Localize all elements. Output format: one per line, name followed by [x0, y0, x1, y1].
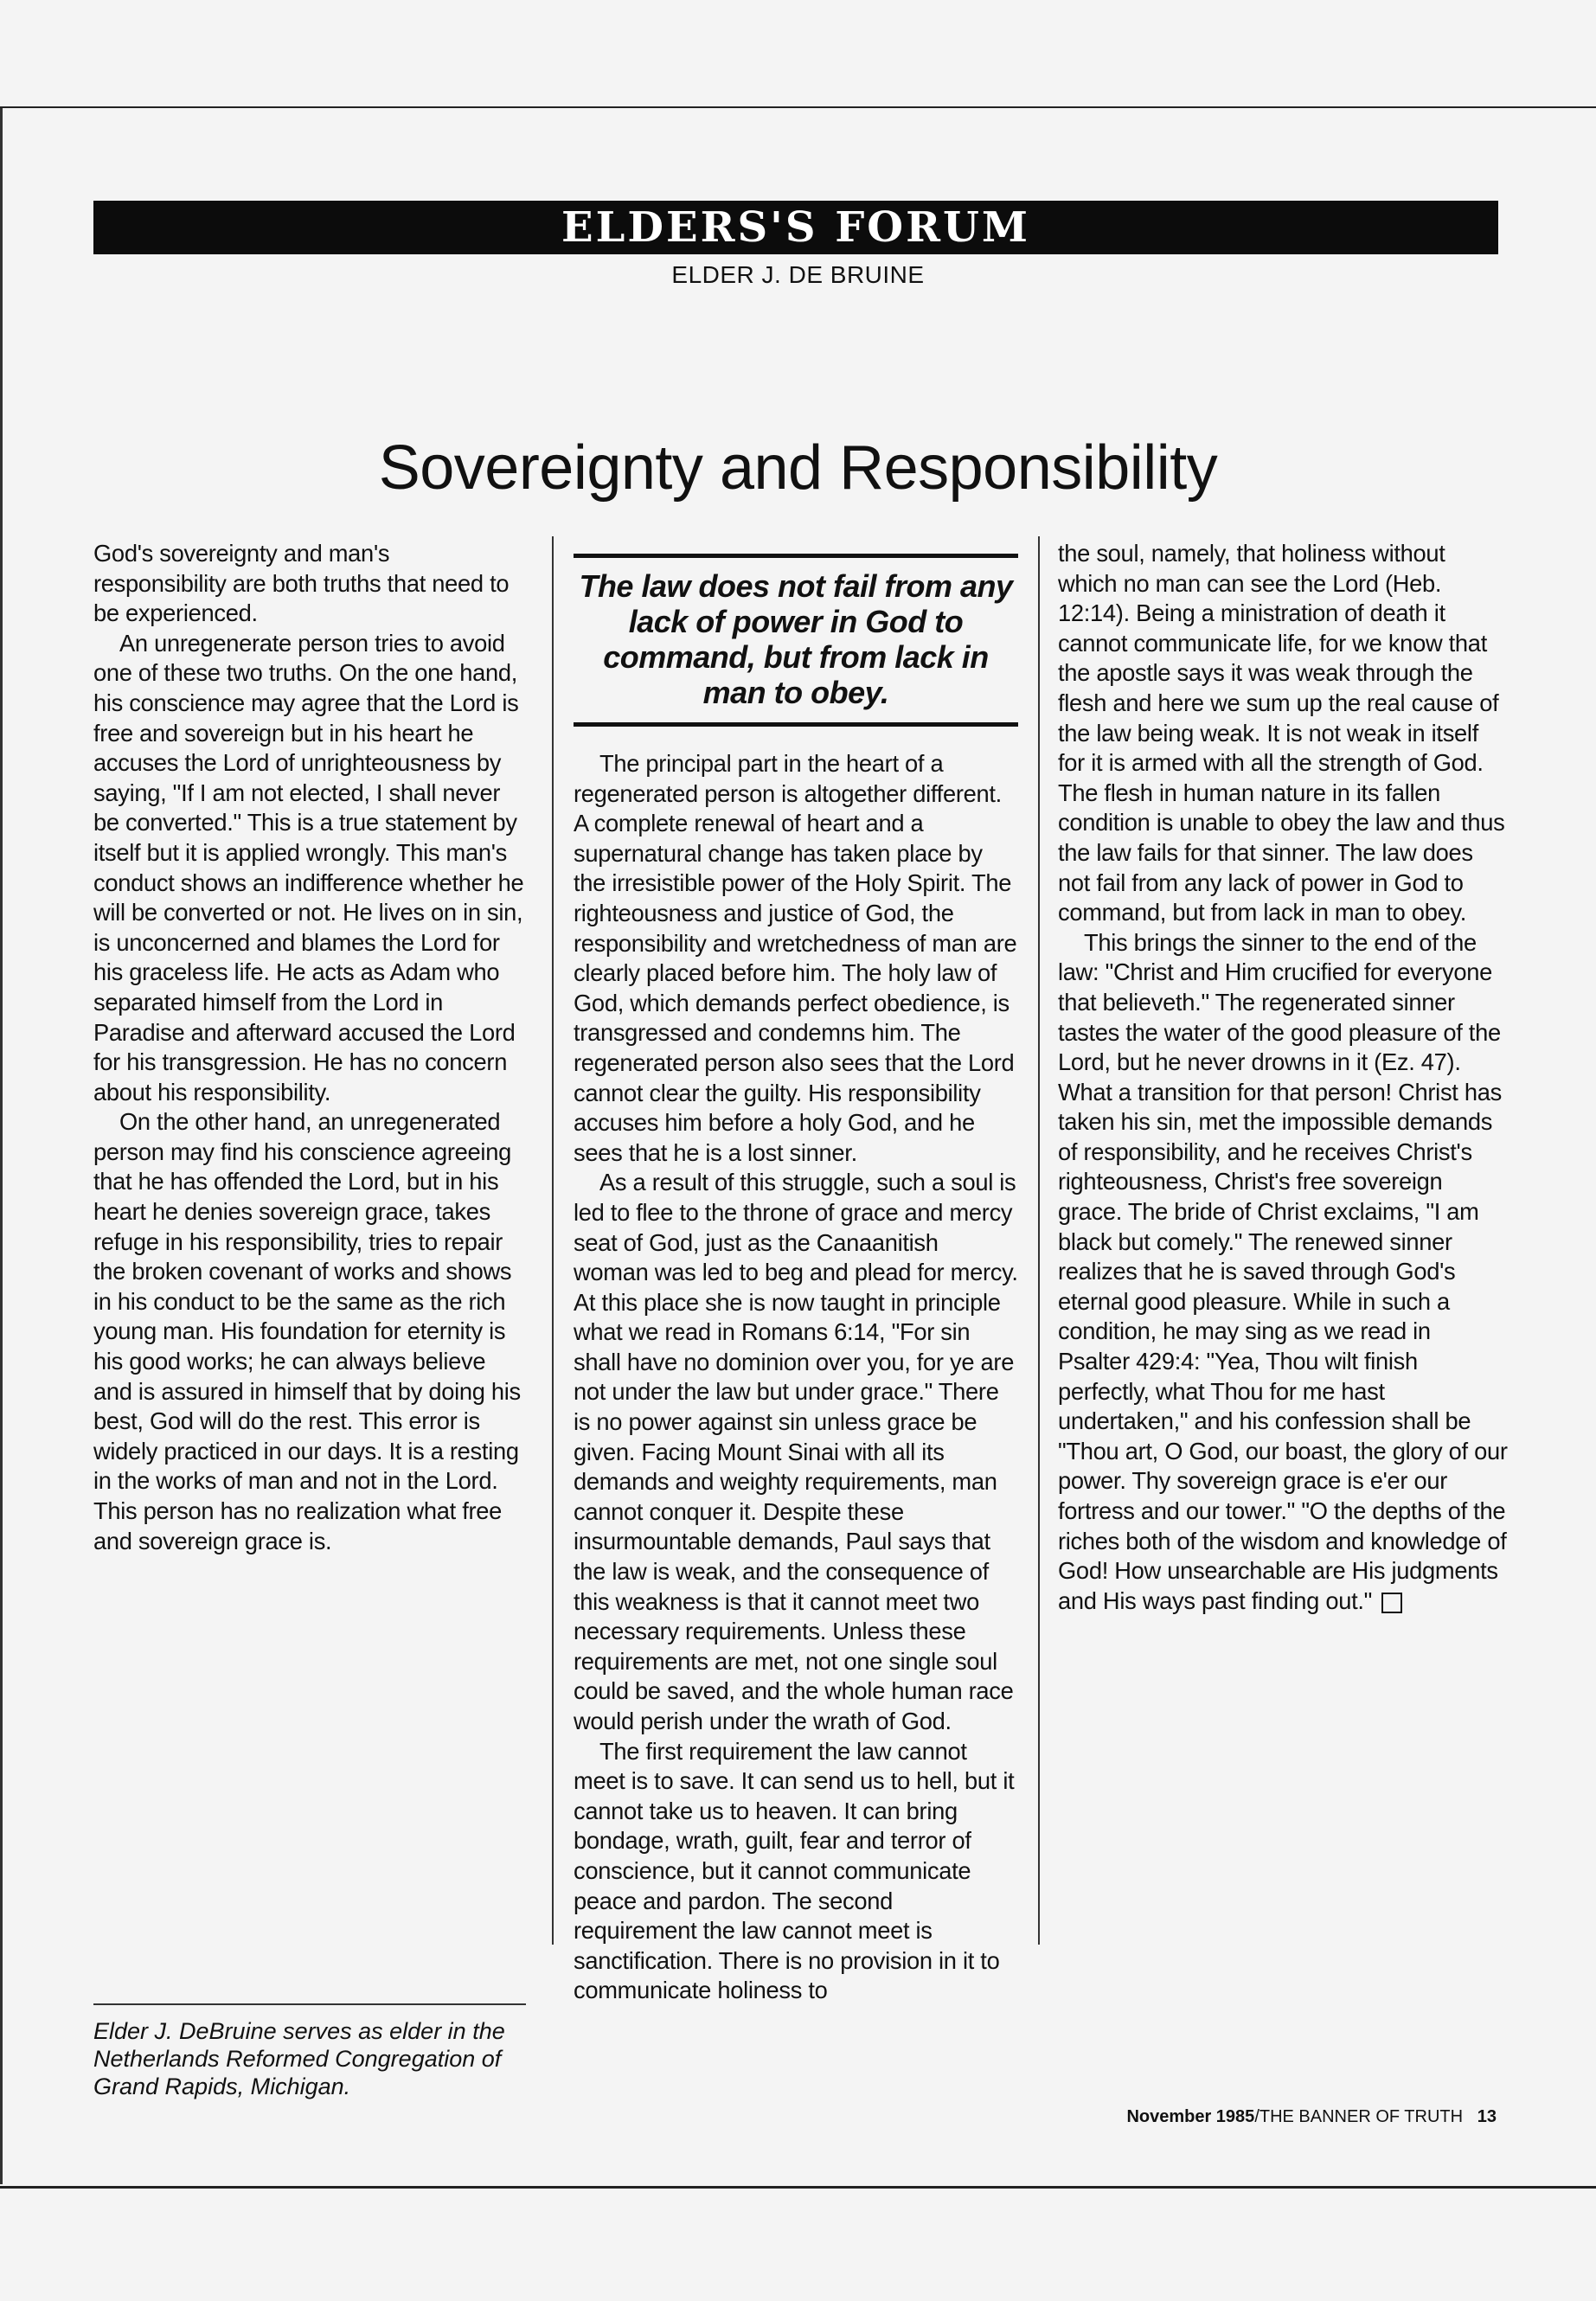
- section-title: ELDERS'S FORUM: [561, 203, 1030, 252]
- author-note: Elder J. DeBruine serves as elder in the Netherlands Reformed Congregation of Grand Rapids, Michigan.: [93, 2003, 526, 2100]
- paragraph: God's sovereignty and man's responsibility are both truths that need to be experienced.: [93, 540, 510, 627]
- page-edge: [0, 108, 3, 2184]
- bottom-rule: [0, 2186, 1596, 2189]
- paragraph: the soul, namely, that holiness without which no man can see the Lord (Heb. 12:14). Being a ministration of death it cannot communicate life, for we know that the apostle says it was weak through the flesh and here we sum up the real cause of the law being weak. It is not weak in itself for it is armed with all the strength of God. The flesh in human nature in its fallen condition is unable to obey the law and thus the law fails for that sinner. The law does not fail from any lack of power in God to command, but from lack in man to obey.: [1058, 540, 1505, 926]
- paragraph: An unregenerate person tries to avoid one of these two truths. On the one hand, his conscience may agree that the Lord is free and sovereign but in his heart he accuses the Lord of unrighteousness by saying, "If I am not elected, I shall never be converted." This is a true statement by itself but it is applied wrongly. This man's conduct shows an indifference whether he will be converted or not. He lives on in sin, is unconcerned and blames the Lord for his graceless life. He acts as Adam who separated himself from the Lord in Paradise and afterward accused the Lord for his transgression. He has no concern about his responsibility.: [93, 629, 524, 1106]
- end-mark-icon: [1381, 1593, 1402, 1613]
- column-divider: [1038, 536, 1040, 1945]
- top-rule: [0, 106, 1596, 108]
- article-title: Sovereignty and Responsibility: [378, 433, 1218, 503]
- article-column-3: [1058, 539, 1508, 1616]
- article-column-1: [93, 539, 526, 1556]
- paragraph: The first requirement the law cannot meet is to save. It can send us to hell, but it cannot take us to heaven. It can bring bondage, wrath, guilt, fear and terror of conscience, but it cannot communicate peace and pardon. The second requirement the law cannot meet is sanctification. There is no provision in it to communicate holiness to: [574, 1737, 1015, 2004]
- paragraph: As a result of this struggle, such a soul is led to flee to the throne of grace and mercy seat of God, just as the Canaanitish woman was led to beg and plead for mercy. At this place she is now taught in principle what we read in Romans 6:14, "For sin shall have no dominion over you, for ye are not under the law but under grace." There is no power against sin unless grace be given. Facing Mount Sinai with all its demands and weighty requirements, man cannot conquer it. Despite these insurmountable demands, Paul says that the law is weak, and the consequence of this weakness is that it cannot meet two necessary requirements. Unless these requirements are met, not one single soul could be saved, and the whole human race would perish under the wrath of God.: [574, 1169, 1018, 1734]
- paragraph-text: This brings the sinner to the end of the law: "Christ and Him crucified for everyone that believeth." The regenerated sinner tastes the water of the good pleasure of the Lord, but he never drowns in it (Ez. 47). What a transition for that person! Christ has taken his sin, met the impossible demands of responsibility, and he receives Christ's righteousness, Christ's free sovereign grace. The bride of Christ exclaims, "I am black but comely." The renewed sinner realizes that he is saved through God's eternal good pleasure. While in such a condition, he may sing as we read in Psalter 429:4: "Yea, Thou wilt finish perfectly, what Thou for me hast undertaken," and his confession shall be "Thou art, O God, our boast, the glory of our power. Thy sovereign grace is e'er our fortress and our tower." "O the depths of the riches both of the wisdom and knowledge of God! How unsearchable are His judgments and His ways past finding out.": [1058, 928, 1508, 1614]
- publication-name: /THE BANNER OF TRUTH: [1254, 2107, 1464, 2126]
- article-column-2: [574, 749, 1018, 2006]
- page-number: 13: [1477, 2107, 1497, 2126]
- paragraph: [1058, 928, 1508, 1617]
- column-divider: [552, 536, 554, 1945]
- byline: ELDER J. DE BRUINE: [671, 261, 925, 288]
- pull-quote: The law does not fail from any lack of power in God to command, but from lack in man to obey.: [574, 554, 1018, 727]
- issue-date: November 1985: [1126, 2107, 1255, 2126]
- paragraph: On the other hand, an unregenerated person may find his conscience agreeing that he has offended the Lord, but in his heart he denies sovereign grace, takes refuge in his responsibility, tries to repair the broken covenant of works and shows in his conduct to be the same as the rich young man. His foundation for eternity is his good works; he can always believe and is assured in himself that by doing his best, God will do the rest. This error is widely practiced in our days. It is a resting in the works of man and not in the Lord. This person has no realization what free and sovereign grace is.: [93, 1108, 521, 1554]
- section-banner: [93, 201, 1498, 254]
- paragraph: The principal part in the heart of a regenerated person is altogether different. A complete renewal of heart and a supernatural change has taken place by the irresistible power of the Holy Spirit. The righteousness and justice of God, the responsibility and wretchedness of man are clearly placed before him. The holy law of God, which demands perfect obedience, is transgressed and condemns him. The regenerated person also sees that the Lord cannot clear the guilty. His responsibility accuses him before a holy God, and he sees that he is a lost sinner.: [574, 750, 1017, 1166]
- page-footer: [1116, 2107, 1497, 2127]
